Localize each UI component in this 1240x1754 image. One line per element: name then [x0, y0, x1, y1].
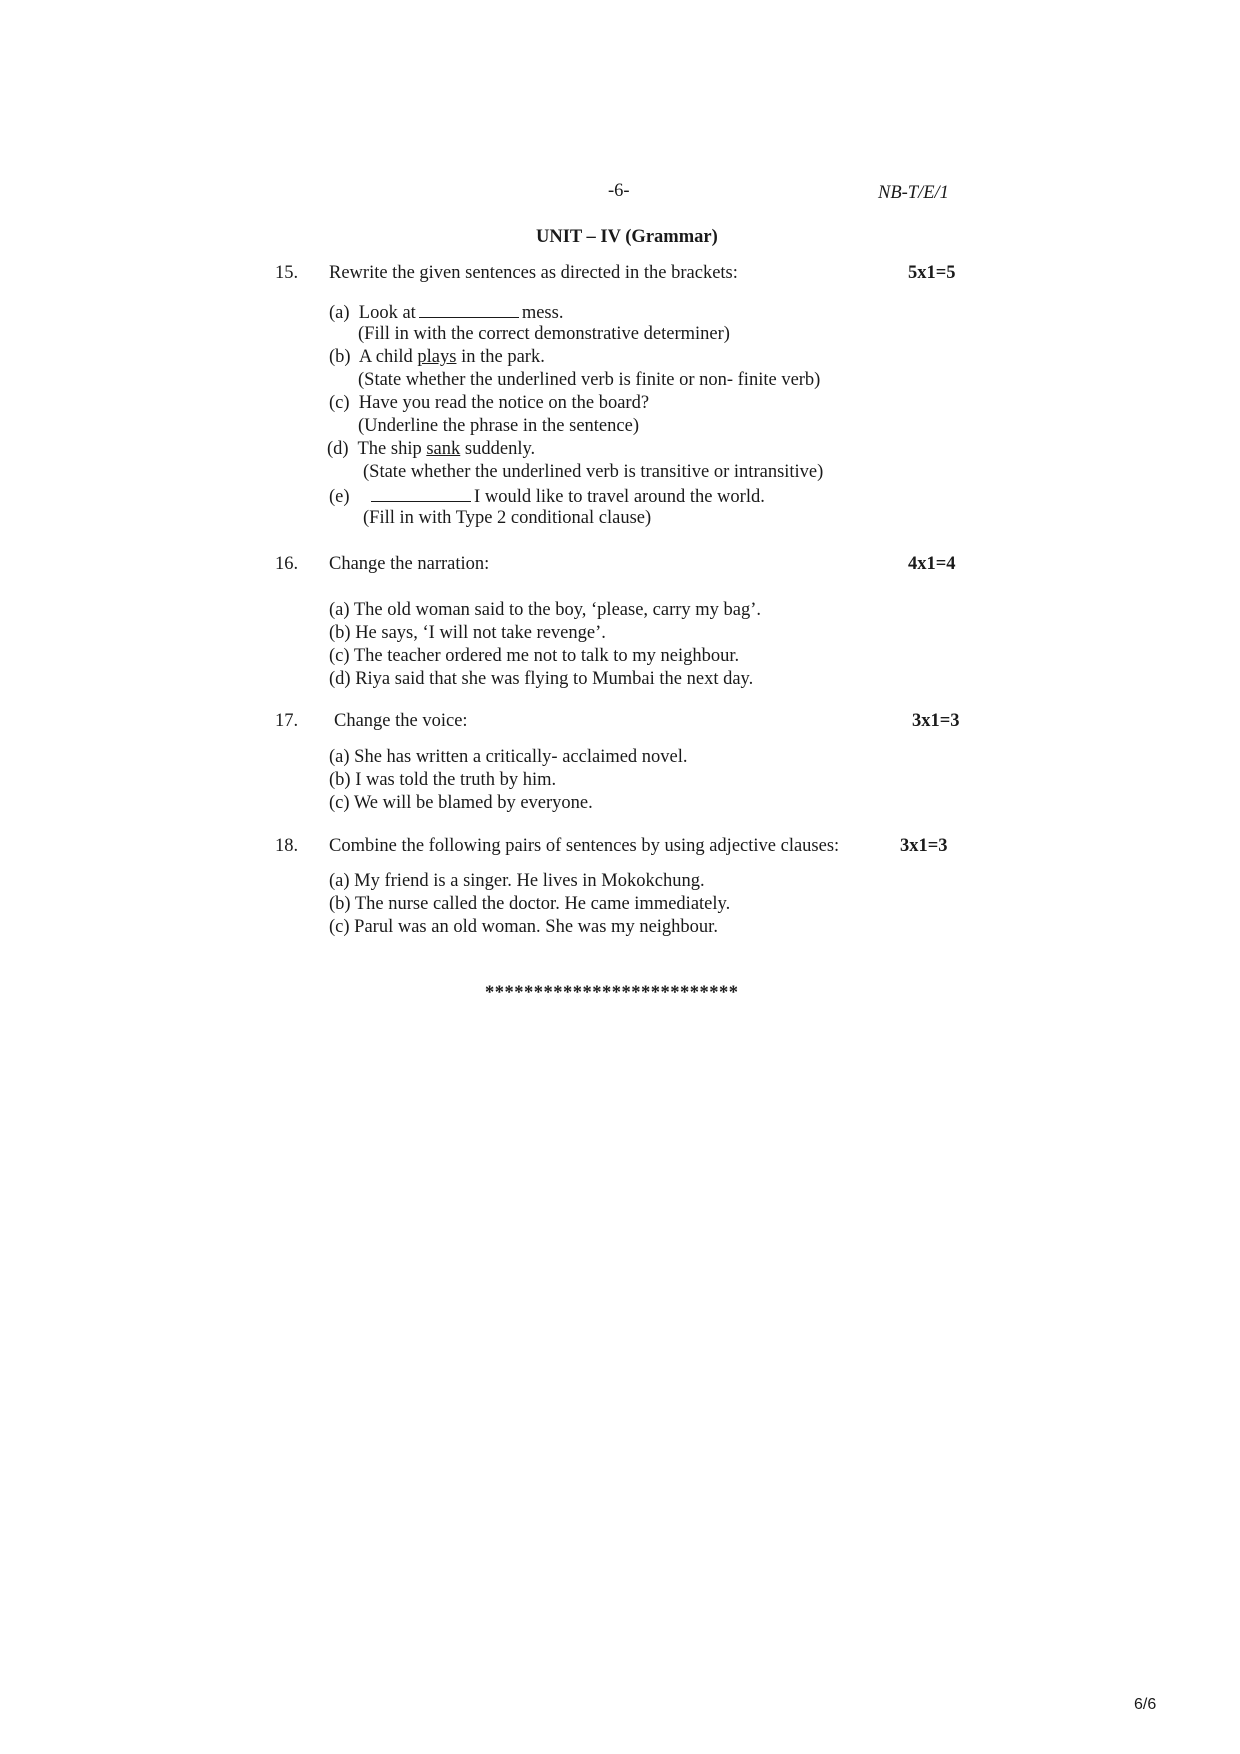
q17-item: (b) I was told the truth by him. [329, 770, 557, 790]
question-number-15: 15. [275, 263, 299, 283]
q15-d-note: (State whether the underlined verb is transitive or intransitive) [363, 462, 824, 482]
q15-e-label: (e) [329, 487, 350, 507]
fill-blank [419, 300, 519, 318]
footer-page-count: 6/6 [1134, 1696, 1157, 1713]
q15-item-d [327, 438, 535, 461]
end-of-paper-marker: ************************** [485, 983, 739, 1003]
q15-b-label: (b) [329, 347, 351, 367]
q16-item: (d) Riya said that she was flying to Mumbai the next day. [329, 669, 754, 689]
question-18-marks: 3x1=3 [900, 836, 948, 856]
q15-a-note: (Fill in with the correct demonstrative determiner) [358, 324, 730, 344]
question-17-prompt: Change the voice: [334, 711, 468, 731]
q15-a-pre: Look at [358, 303, 416, 323]
q15-c-label: (c) [329, 393, 350, 413]
q15-c-text: Have you read the notice on the board? [358, 393, 650, 413]
unit-title: UNIT – IV (Grammar) [536, 227, 718, 247]
q15-item-e [329, 484, 765, 509]
question-15-prompt: Rewrite the given sentences as directed in the brackets: [329, 263, 738, 283]
q15-d-post: suddenly. [464, 439, 536, 459]
q15-d-pre: The ship [357, 439, 422, 459]
q15-item-c [329, 392, 649, 415]
q16-item: (a) The old woman said to the boy, ‘please, carry my bag’. [329, 600, 762, 620]
paper-code: NB-T/E/1 [878, 183, 949, 203]
q15-item-a [329, 300, 563, 325]
q15-b-note: (State whether the underlined verb is finite or non- finite verb) [358, 370, 821, 390]
q18-item: (c) Parul was an old woman. She was my neighbour. [329, 917, 718, 937]
question-17-marks: 3x1=3 [912, 711, 960, 731]
question-16-prompt: Change the narration: [329, 554, 490, 574]
q15-c-note: (Underline the phrase in the sentence) [358, 416, 639, 436]
q15-b-pre: A child [358, 347, 413, 367]
q17-item: (c) We will be blamed by everyone. [329, 793, 593, 813]
q15-e-post: I would like to travel around the world. [474, 487, 765, 507]
q15-b-post: in the park. [461, 347, 545, 367]
question-15-marks: 5x1=5 [908, 263, 956, 283]
question-number-18: 18. [275, 836, 299, 856]
q17-item: (a) She has written a critically- acclaimed novel. [329, 747, 688, 767]
q15-e-note: (Fill in with Type 2 conditional clause) [363, 508, 652, 528]
q16-item: (b) He says, ‘I will not take revenge’. [329, 623, 606, 643]
q18-item: (a) My friend is a singer. He lives in Mokokchung. [329, 871, 705, 891]
question-16-marks: 4x1=4 [908, 554, 956, 574]
question-number-17: 17. [275, 711, 299, 731]
fill-blank [371, 484, 471, 502]
q15-b-underlined-verb: plays [417, 347, 457, 367]
q15-d-underlined-verb: sank [426, 439, 461, 459]
q15-a-label: (a) [329, 303, 350, 323]
question-18-prompt: Combine the following pairs of sentences by using adjective clauses: [329, 836, 840, 856]
q15-item-b [329, 346, 545, 369]
page-number-label: -6- [608, 181, 630, 201]
q15-d-label: (d) [327, 439, 349, 459]
question-number-16: 16. [275, 554, 299, 574]
q16-item: (c) The teacher ordered me not to talk to my neighbour. [329, 646, 740, 666]
q15-a-post: mess. [521, 303, 564, 323]
q18-item: (b) The nurse called the doctor. He came immediately. [329, 894, 731, 914]
